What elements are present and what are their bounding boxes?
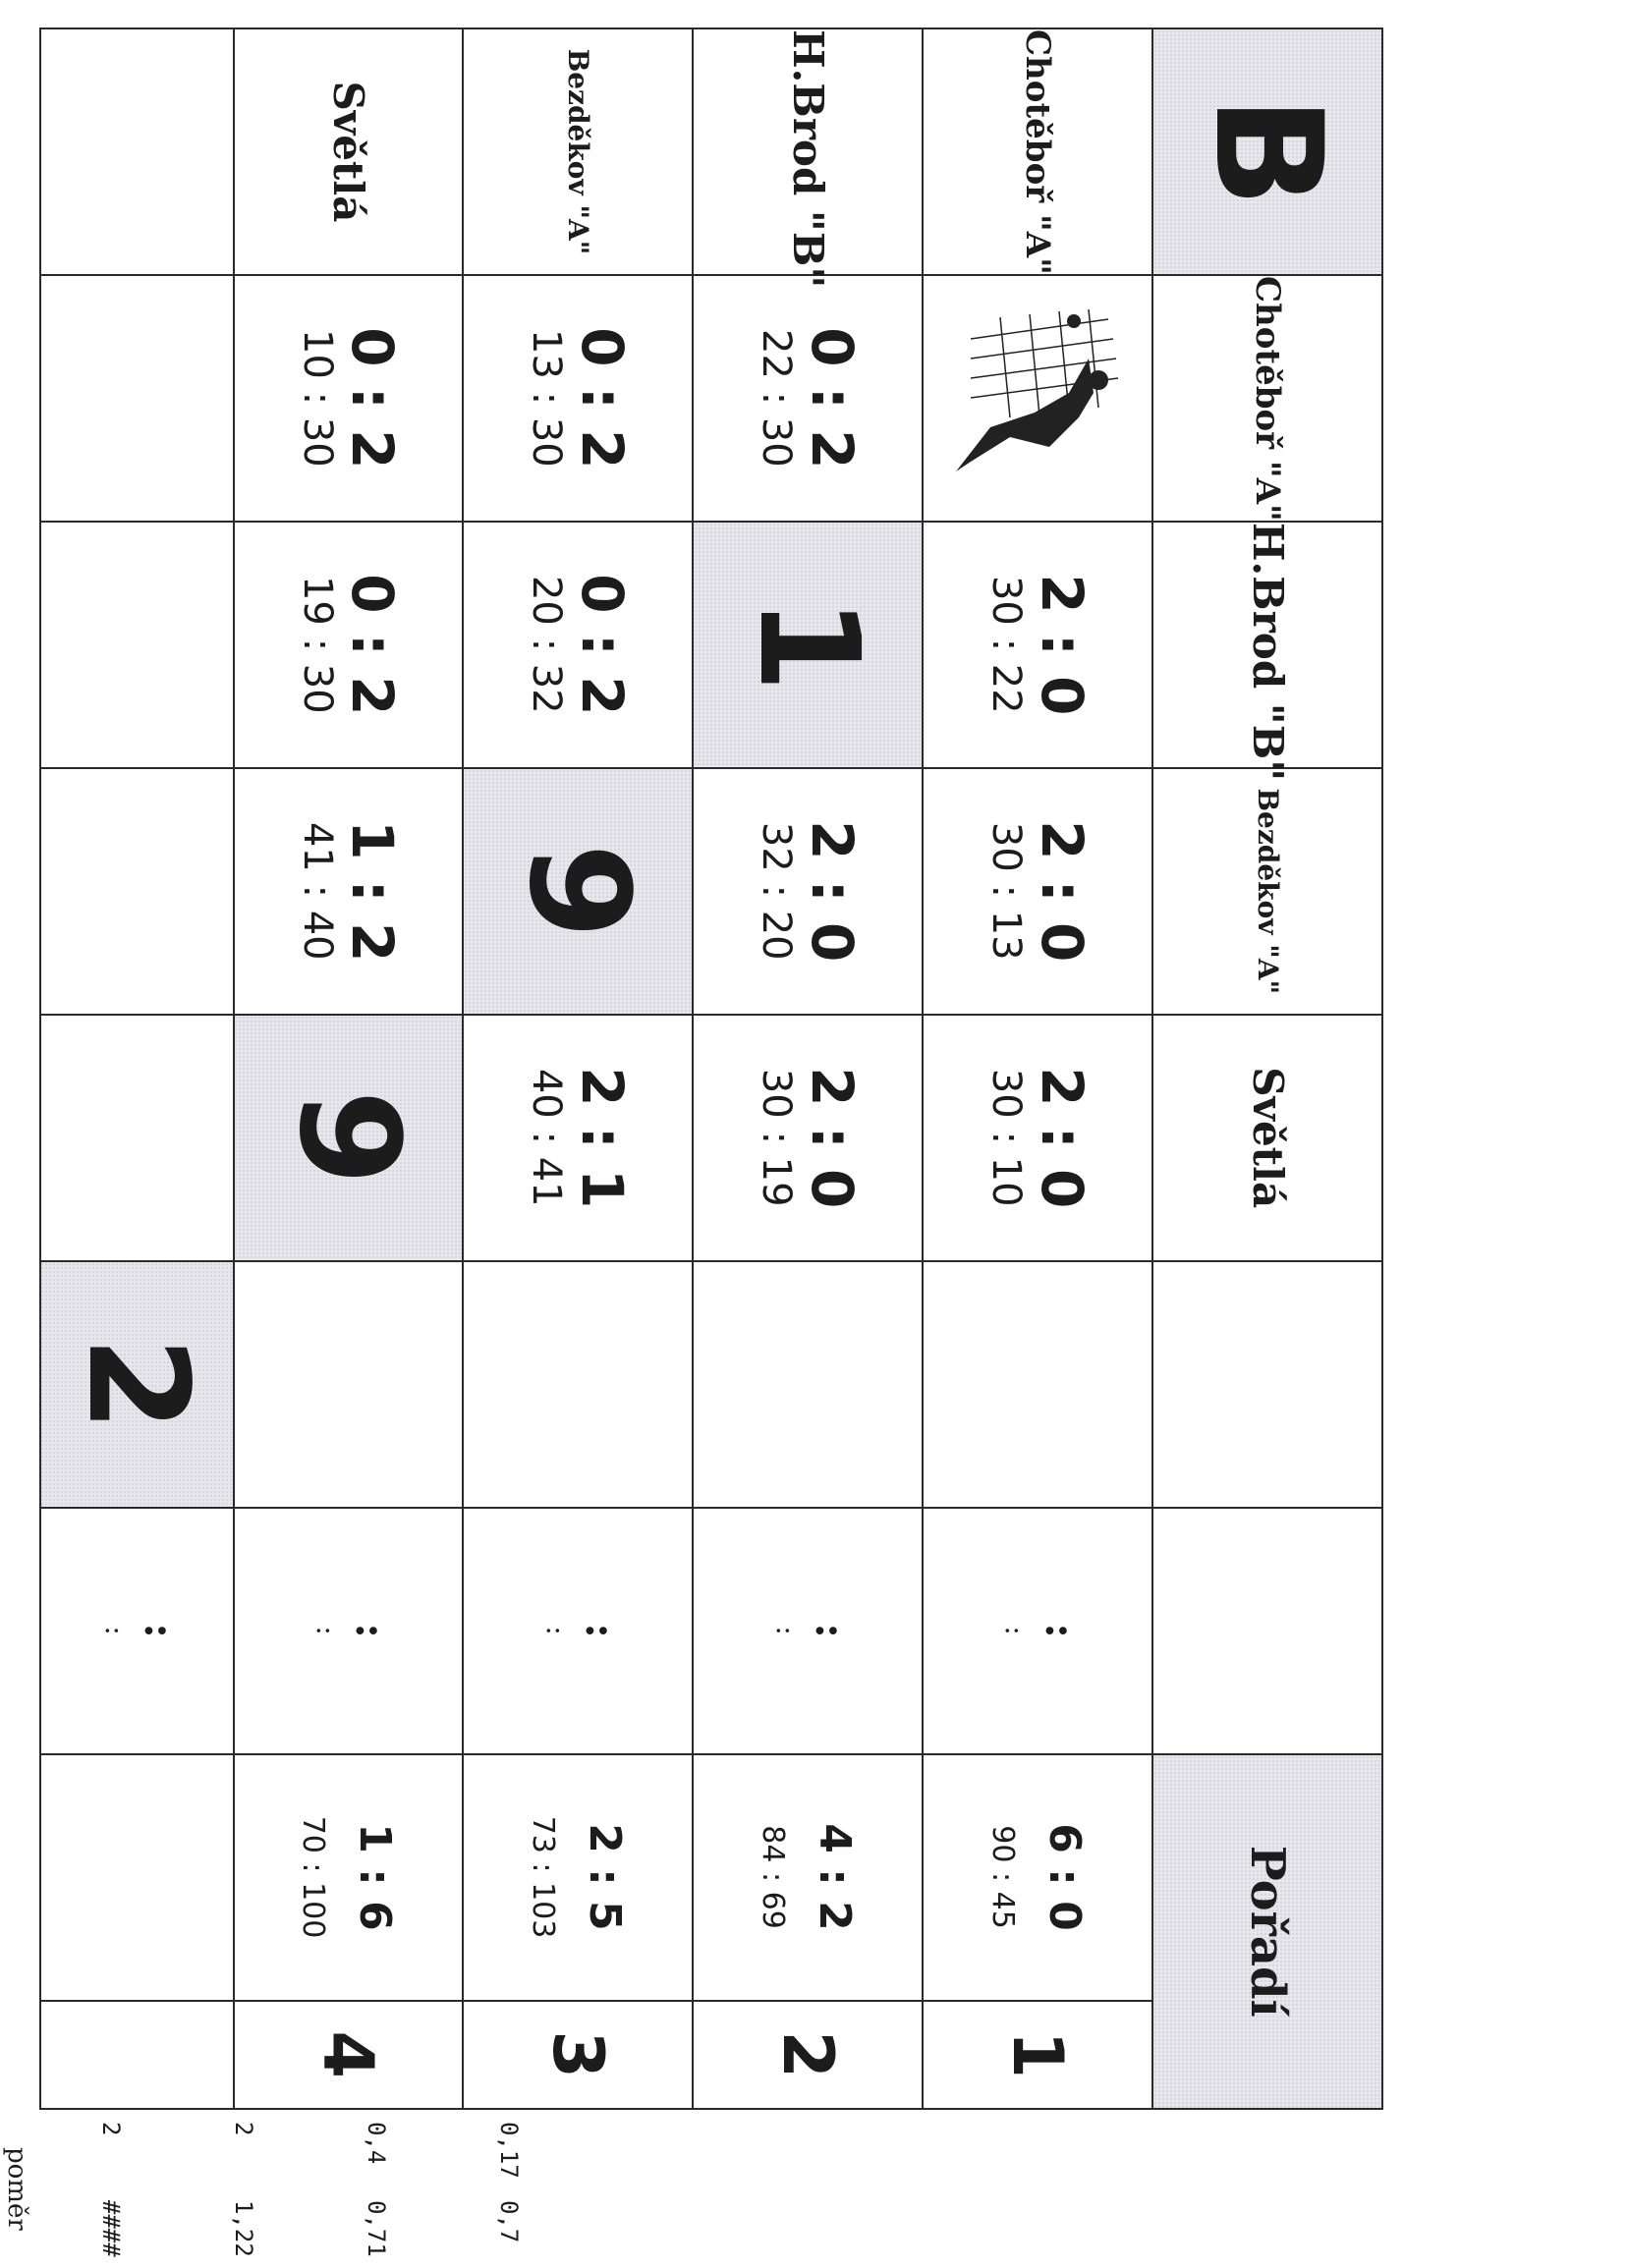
ratio-value: 0,4 [363,2122,390,2165]
ratio-value: 1,22 [230,2200,257,2257]
col-header-team-2 [1152,522,1382,782]
place-cell [234,2001,464,2110]
diagonal-cell [463,768,693,1015]
pomer-label: poměr [2,2147,31,2231]
place-number: 1 [997,2030,1079,2079]
empty-score-cell [234,1508,464,1754]
results-grid [39,28,1383,2110]
empty-score-cell [463,1508,693,1754]
points-score: 20 : 32 [524,575,570,714]
standing-points: 73 : 103 [526,1815,561,1939]
standing-sets: 1 : 6 [350,1823,401,1931]
empty-score: : [576,1623,625,1638]
diagonal-cell [693,522,923,768]
empty-score: : [539,1626,573,1635]
team-name: Bezděkov "A" [1251,788,1284,995]
result-cell [693,1015,923,1261]
empty-score: : [309,1626,343,1635]
standing-sets: 6 : 0 [1039,1823,1091,1931]
col-header-team-3 [1152,768,1382,1015]
diagonal-number: 9 [268,1089,429,1186]
sets-score: 2 : 0 [799,1067,867,1209]
team-name: Světlá [1243,1067,1292,1209]
points-score: 30 : 22 [983,575,1030,714]
team-name: H.Brod "B" [1243,522,1292,782]
row-header-team-2 [693,28,923,289]
volleyball-player-image [923,275,1152,522]
sets-score: 2 : 0 [799,820,867,963]
standing-sets: 2 : 5 [580,1823,631,1931]
col-header-team-4 [1152,1015,1382,1261]
sets-score: 2 : 1 [569,1067,637,1209]
group-cell [1152,28,1382,275]
volleyball-player-icon [951,300,1128,496]
team-name: Světlá [324,81,372,223]
empty-score: : [1036,1623,1085,1638]
sets-score: 0 : 2 [339,574,407,716]
sets-score: 2 : 0 [1029,820,1096,963]
ratio-value: 2 [97,2122,125,2136]
standing-score-cell [463,1754,693,2001]
empty-score: : [98,1626,132,1635]
col-header-empty [1152,1508,1382,1754]
empty-cell [693,1261,923,1508]
sets-score: 0 : 2 [569,574,637,716]
points-score: 30 : 13 [983,821,1030,961]
result-cell [234,522,464,768]
standing-points: 70 : 100 [296,1815,331,1939]
result-cell [923,522,1152,768]
col-header-empty [1152,1261,1382,1508]
diagonal-number: 2 [57,1336,218,1432]
empty-cell [40,2001,234,2110]
result-cell [234,275,464,522]
result-cell [693,768,923,1015]
team-name: Chotěboř "A" [1248,275,1288,522]
result-cell [463,275,693,522]
points-score: 32 : 20 [754,821,800,961]
ratio-value: 0,7 [495,2200,523,2243]
empty-cell [463,1261,693,1508]
diagonal-number: 9 [498,843,659,939]
empty-cell [40,522,234,768]
ratio-value: 0,17 [495,2122,523,2179]
result-cell [463,1015,693,1261]
empty-cell [40,768,234,1015]
points-score: 19 : 30 [294,575,340,714]
empty-cell [40,275,234,522]
col-header-team-1 [1152,275,1382,522]
place-number: 3 [537,2030,619,2079]
team-name: Chotěboř "A" [1018,29,1058,275]
group-letter: B [1182,95,1354,208]
place-number: 4 [308,2030,389,2079]
points-score: 30 : 10 [983,1068,1030,1207]
team-name: H.Brod "B" [783,29,832,289]
sets-score: 0 : 2 [799,327,867,470]
ratio-value: #### [97,2200,125,2257]
row-header-team-3 [463,28,693,275]
place-cell [463,2001,693,2110]
col-header-poradi [1152,1754,1382,2109]
row-header-team-1 [923,28,1152,275]
empty-score-cell [40,1508,234,1754]
points-score: 22 : 30 [754,329,800,468]
empty-cell [40,1015,234,1261]
place-cell [923,2001,1152,2110]
empty-score-cell [693,1508,923,1754]
standing-score-cell [234,1754,464,2001]
empty-score: : [346,1623,395,1638]
standing-points: 84 : 69 [756,1825,791,1929]
sets-score: 2 : 0 [1029,574,1096,716]
empty-score: : [806,1623,855,1638]
result-cell [693,275,923,522]
sets-score: 2 : 0 [1029,1067,1096,1209]
ratio-value: 2 [230,2122,257,2136]
points-score: 13 : 30 [524,329,570,468]
empty-row-header [40,28,234,275]
result-cell [923,1015,1152,1261]
standing-score-cell [923,1754,1152,2001]
points-score: 30 : 19 [754,1068,800,1207]
sets-score: 1 : 2 [339,820,407,963]
standing-points: 90 : 45 [985,1825,1021,1929]
result-cell [923,768,1152,1015]
points-score: 41 : 40 [294,821,340,961]
empty-score: : [769,1626,803,1635]
poradi-label: Pořadí [1240,1845,1296,2018]
sets-score: 0 : 2 [339,327,407,470]
empty-score: : [135,1623,184,1638]
points-score: 10 : 30 [294,329,340,468]
points-score: 40 : 41 [524,1068,570,1207]
result-cell [234,768,464,1015]
diagonal-cell [234,1015,464,1261]
row-header-team-4 [234,28,464,275]
sets-score: 0 : 2 [569,327,637,470]
standing-sets: 4 : 2 [810,1823,861,1931]
result-cell [463,522,693,768]
empty-score: : [999,1626,1033,1635]
empty-cell [40,1754,234,2001]
team-name: Bezděkov "A" [561,48,594,255]
ratio-value: 0,71 [363,2200,390,2257]
place-number: 2 [767,2030,849,2079]
place-cell [693,2001,923,2110]
diagonal-cell [40,1261,234,1508]
diagonal-number: 1 [728,596,889,693]
standing-score-cell [693,1754,923,2001]
empty-cell [234,1261,464,1508]
empty-score-cell [923,1508,1152,1754]
empty-cell [923,1261,1152,1508]
